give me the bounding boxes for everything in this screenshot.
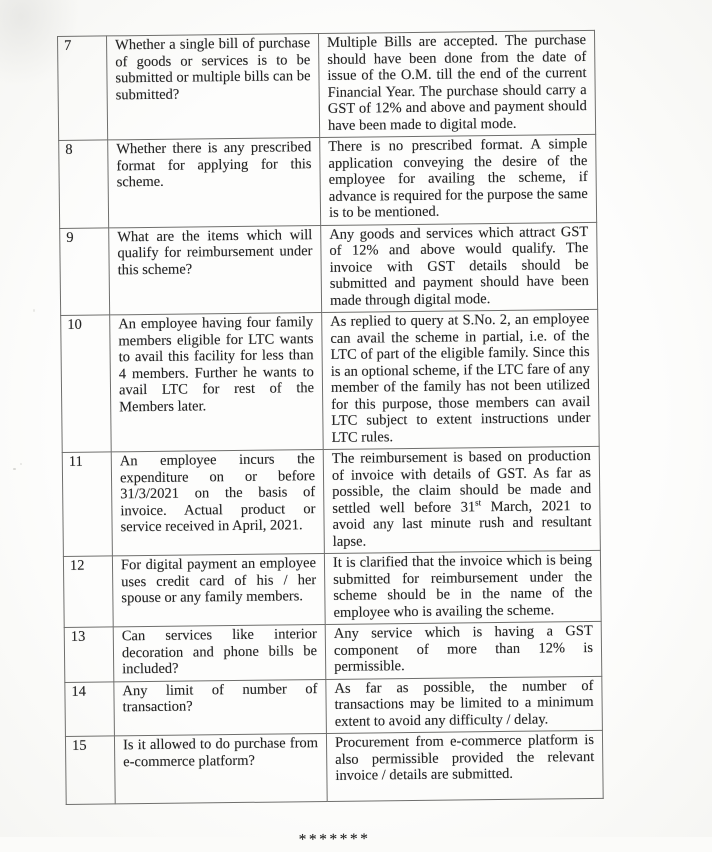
question-cell: What are the items which will qualify for reimbursement under this scheme? — [109, 225, 322, 315]
scan-speck — [13, 468, 16, 470]
row-number-cell: 12 — [63, 556, 113, 628]
table-row — [61, 309, 600, 452]
answer-cell: As far as possible, the number of transactions may be limited to a minimum extent to avoid any difficulty / delay. — [326, 676, 603, 734]
answer-cell: As replied to query at S.No. 2, an employee can avail the scheme in partial, i.e. of the LTC of part of the eligible family. Since this is an optional scheme, if the LTC fare of any member of the family has not been utilized for this purpose, those members can avail LTC subject to extent instructions under LTC rules. — [322, 309, 600, 449]
scan-speck — [20, 463, 22, 465]
table-row — [65, 730, 603, 804]
table-row — [63, 550, 601, 627]
question-cell: Is it allowed to do purchase from e-commerce platform? — [114, 733, 327, 803]
answer-cell: It is clarified that the invoice which is being submitted for reimbursement under the scheme should be in the name of the employee who is availing the scheme. — [324, 550, 601, 624]
answer-cell: The reimbursement is based on production of invoice with details of GST. As far as possible, the claim should be made and settled well before 31st March, 2021 to avoid any last minute rush and resultant lapse. — [323, 446, 600, 553]
row-number-cell: 8 — [59, 140, 109, 228]
answer-cell: Multiple Bills are accepted. The purchase should have been done from the date of issue of the O.M. till the end of the current Financial Year. The purchase should carry a GST of 12% and above and payment should have been made to digital mode. — [318, 30, 595, 137]
table-row — [62, 446, 600, 556]
scan-speck — [33, 309, 35, 312]
row-number-cell: 10 — [61, 315, 112, 453]
question-cell: Can services like interior decoration and phone bills be included? — [113, 624, 326, 681]
question-cell: For digital payment an employee uses credit card of his / her spouse or any family members. — [112, 553, 325, 626]
row-number-cell: 13 — [64, 627, 114, 682]
answer-cell: Any service which is having a GST component of more than 12% is permissible. — [325, 621, 602, 679]
row-number-cell: 15 — [65, 736, 115, 805]
row-number-cell: 11 — [62, 452, 112, 557]
answer-cell: Procurement from e-commerce platform is also permissible provided the relevant invoice / details are submitted. — [326, 730, 603, 801]
question-cell: An employee incurs the expenditure on or before 31/3/2021 on the basis of invoice. Actual product or service received in April, 2021. — [111, 450, 324, 556]
answer-cell: There is no prescribed format. A simple application conveying the desire of the employee for availing the scheme, if advance is required for the purpose the same is to be mentioned. — [320, 134, 597, 225]
table-row — [65, 676, 603, 737]
question-cell: Whether a single bill of purchase of goods or services is to be submitted or multiple bills can be submitted? — [107, 34, 320, 140]
row-number-cell: 9 — [60, 227, 110, 315]
question-cell: An employee having four family members eligible for LTC wants to avail this facility for less than 4 members. Further he wants to avail LTC for rest of the Members later. — [110, 313, 324, 452]
table-row — [64, 621, 602, 682]
question-cell: Any limit of number of transaction? — [114, 679, 327, 736]
question-cell: Whether there is any prescribed format for applying for this scheme. — [108, 138, 321, 228]
footer-asterisks: ******* — [298, 830, 371, 849]
faq-table — [57, 30, 604, 805]
document-content — [57, 30, 603, 852]
row-number-cell: 14 — [65, 681, 115, 736]
answer-cell: Any goods and services which attract GST of 12% and above would qualify. The invoice with GST details should be submitted and payment should have been made through digital mode. — [321, 222, 598, 313]
table-row — [58, 30, 596, 140]
table-row — [59, 134, 597, 228]
faq-table-body — [58, 30, 604, 804]
table-row — [60, 222, 598, 316]
row-number-cell: 7 — [58, 36, 108, 141]
